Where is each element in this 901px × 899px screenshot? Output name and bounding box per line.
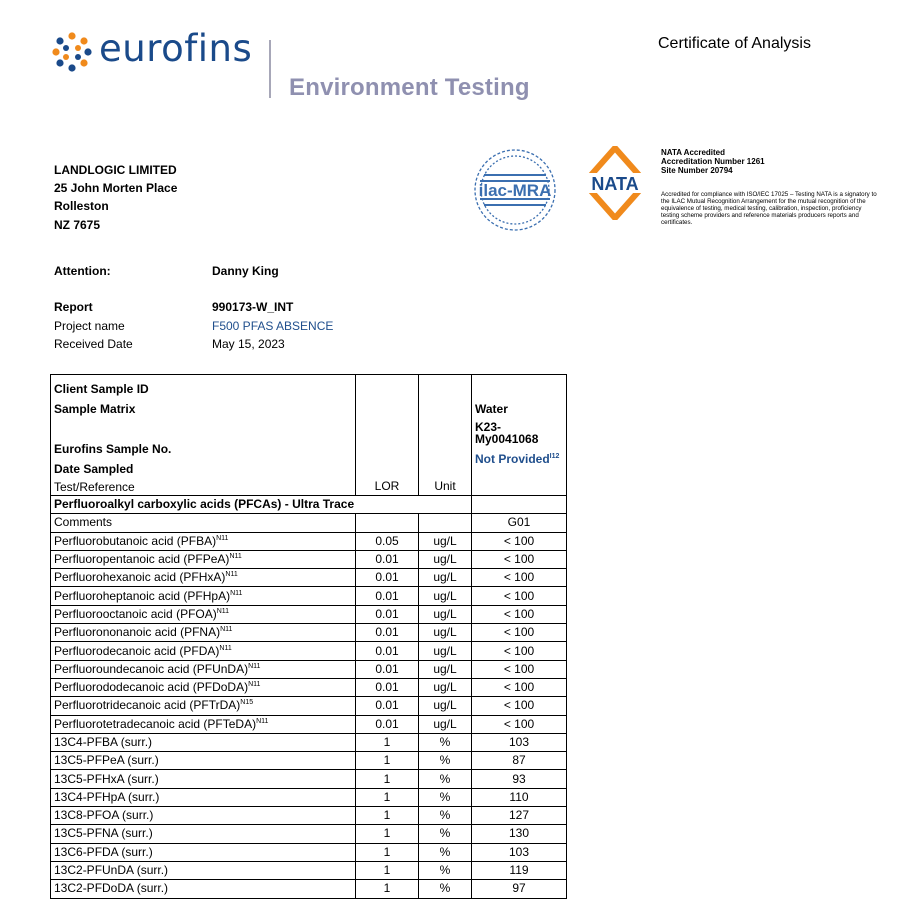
analyte-name-text: 13C6-PFDA (surr.) <box>54 844 153 859</box>
date-sampled-value <box>475 449 563 469</box>
unit-cell: % <box>419 880 472 898</box>
result-cell: < 100 <box>472 642 567 660</box>
site-number: Site Number 20794 <box>661 166 733 175</box>
client-postcode: NZ 7675 <box>54 218 101 232</box>
analyte-name-text: Perfluorotridecanoic acid (PFTrDA) <box>54 698 241 713</box>
unit-cell: ug/L <box>419 697 472 715</box>
lor-cell: 1 <box>356 861 419 879</box>
analyte-note: N11 <box>219 644 232 652</box>
table-row <box>51 843 567 861</box>
unit-cell <box>419 514 472 532</box>
results-table <box>50 374 567 899</box>
table-row <box>51 770 567 788</box>
section-title: Perfluoroalkyl carboxylic acids (PFCAs) - Ultra Trace <box>51 496 472 514</box>
analyte-note: N11 <box>256 717 269 725</box>
accreditation-number: Accreditation Number 1261 <box>661 157 765 166</box>
result-cell: < 100 <box>472 624 567 642</box>
analyte-note: N11 <box>230 589 243 597</box>
lor-cell: 1 <box>356 807 419 825</box>
analyte-name-text: Perfluorotetradecanoic acid (PFTeDA) <box>54 716 257 731</box>
unit-cell: ug/L <box>419 532 472 550</box>
sample-no-value-2: My0041068 <box>475 432 539 446</box>
lor-cell: 0.01 <box>356 605 419 623</box>
analyte-name <box>51 678 356 696</box>
eurofins-logo-mark <box>52 32 92 72</box>
analyte-name <box>51 752 356 770</box>
unit-cell: ug/L <box>419 715 472 733</box>
analyte-name-text: 13C8-PFOA (surr.) <box>54 808 154 823</box>
analyte-name-text: Perfluorononanoic acid (PFNA) <box>54 625 221 640</box>
date-sampled-value-text: Not Provided <box>475 452 550 466</box>
analyte-name <box>51 660 356 678</box>
analyte-name-text: Perfluoroundecanoic acid (PFUnDA) <box>54 661 249 676</box>
unit-cell: % <box>419 807 472 825</box>
table-row <box>51 569 567 587</box>
lor-cell: 1 <box>356 752 419 770</box>
lor-cell: 0.01 <box>356 678 419 696</box>
table-row <box>51 532 567 550</box>
nata-text: NATA <box>591 174 639 194</box>
project-label: Project name <box>54 319 125 333</box>
results-body <box>51 514 567 898</box>
analyte-name <box>51 880 356 898</box>
unit-cell: % <box>419 825 472 843</box>
ilac-mra-logo <box>470 144 560 236</box>
table-header-row <box>51 375 567 496</box>
lor-cell: 0.01 <box>356 624 419 642</box>
analyte-name <box>51 532 356 550</box>
result-cell: 127 <box>472 807 567 825</box>
client-address: 25 John Morten Place <box>54 181 178 195</box>
report-label: Report <box>54 300 93 314</box>
unit-cell: ug/L <box>419 587 472 605</box>
analyte-note: N11 <box>216 534 229 542</box>
analyte-note: N11 <box>220 626 233 634</box>
sample-matrix-value: Water <box>475 402 508 416</box>
result-cell: 103 <box>472 733 567 751</box>
analyte-name <box>51 569 356 587</box>
analyte-name <box>51 843 356 861</box>
test-reference-label: Test/Reference <box>54 480 135 494</box>
section-title-row <box>51 496 567 514</box>
table-row <box>51 642 567 660</box>
lor-cell: 0.05 <box>356 532 419 550</box>
analyte-name-text: Comments <box>54 515 113 530</box>
received-label: Received Date <box>54 337 133 351</box>
result-cell: < 100 <box>472 678 567 696</box>
table-row <box>51 715 567 733</box>
lor-cell: 0.01 <box>356 587 419 605</box>
attention-value: Danny King <box>212 264 279 278</box>
section-title-blank <box>472 496 567 514</box>
unit-cell: % <box>419 843 472 861</box>
result-cell: 110 <box>472 788 567 806</box>
analyte-name <box>51 587 356 605</box>
lor-cell: 1 <box>356 843 419 861</box>
analyte-name <box>51 788 356 806</box>
lor-cell: 1 <box>356 788 419 806</box>
table-row <box>51 880 567 898</box>
unit-cell: % <box>419 770 472 788</box>
lor-cell: 0.01 <box>356 569 419 587</box>
result-cell: < 100 <box>472 697 567 715</box>
lor-cell: 0.01 <box>356 660 419 678</box>
eurofins-sample-no-label: Eurofins Sample No. <box>54 442 172 456</box>
analyte-name-text: Perfluoropentanoic acid (PFPeA) <box>54 552 230 567</box>
analyte-name-text: Perfluorohexanoic acid (PFHxA) <box>54 570 226 585</box>
spacer <box>475 379 563 399</box>
analyte-name-text: 13C2-PFDoDA (surr.) <box>54 881 169 896</box>
unit-cell: % <box>419 788 472 806</box>
sample-header-cell <box>472 375 567 496</box>
table-row <box>51 807 567 825</box>
lor-cell: 0.01 <box>356 697 419 715</box>
analyte-name <box>51 770 356 788</box>
table-row <box>51 660 567 678</box>
table-row <box>51 788 567 806</box>
analyte-note: N11 <box>225 571 238 579</box>
analyte-name <box>51 733 356 751</box>
table-row <box>51 733 567 751</box>
lor-cell: 0.01 <box>356 642 419 660</box>
analyte-note: N11 <box>248 681 261 689</box>
unit-cell: ug/L <box>419 605 472 623</box>
client-sample-id-label: Client Sample ID <box>54 382 149 396</box>
analyte-name-text: 13C4-PFBA (surr.) <box>54 735 153 749</box>
client-city: Rolleston <box>54 199 109 213</box>
division-name: Environment Testing <box>289 74 530 101</box>
lor-cell: 0.01 <box>356 550 419 568</box>
ilac-text: ilac-MRA <box>478 181 552 200</box>
analyte-name <box>51 807 356 825</box>
analyte-name <box>51 514 356 532</box>
analyte-name <box>51 624 356 642</box>
project-value: F500 PFAS ABSENCE <box>212 319 334 333</box>
analyte-note: N11 <box>229 553 242 561</box>
unit-cell: ug/L <box>419 642 472 660</box>
result-cell: 130 <box>472 825 567 843</box>
analyte-name <box>51 550 356 568</box>
client-name: LANDLOGIC LIMITED <box>54 163 177 177</box>
table-row <box>51 861 567 879</box>
table-row <box>51 697 567 715</box>
unit-cell: ug/L <box>419 550 472 568</box>
nata-accreditation-info <box>661 148 765 175</box>
analyte-name <box>51 697 356 715</box>
analyte-name-text: 13C5-PFNA (surr.) <box>54 826 153 841</box>
accreditation-statement: Accredited for compliance with ISO/IEC 17025 – Testing NATA is a signatory to the ILAC Mutual Recognition Arrangement for the mutual recognition of the equivalence of testing, medical testing, calibration, inspection, proficiency testing scheme providers and reference materials producers reports and certificates. <box>661 191 877 226</box>
table-row <box>51 624 567 642</box>
table-row <box>51 825 567 843</box>
unit-header <box>419 375 472 496</box>
table-row <box>51 752 567 770</box>
result-cell: < 100 <box>472 715 567 733</box>
unit-cell: ug/L <box>419 678 472 696</box>
analyte-name-text: 13C5-PFHxA (surr.) <box>54 771 159 786</box>
lor-header <box>356 375 419 496</box>
lor-header-text: LOR <box>374 479 400 493</box>
received-value: May 15, 2023 <box>212 337 285 351</box>
unit-cell: % <box>419 752 472 770</box>
analyte-name <box>51 861 356 879</box>
analyte-name-text: 13C5-PFPeA (surr.) <box>54 753 159 768</box>
date-sampled-sup: I12 <box>549 453 560 460</box>
attention-label: Attention: <box>54 264 111 278</box>
lor-cell: 1 <box>356 825 419 843</box>
analyte-name <box>51 642 356 660</box>
header-labels-cell <box>51 375 356 496</box>
unit-cell: % <box>419 861 472 879</box>
spacer <box>54 419 352 439</box>
analyte-name-text: 13C2-PFUnDA (surr.) <box>54 863 169 878</box>
table-row <box>51 550 567 568</box>
result-cell: 87 <box>472 752 567 770</box>
result-cell: < 100 <box>472 532 567 550</box>
analyte-name-text: Perfluorooctanoic acid (PFOA) <box>54 606 217 621</box>
result-cell: 93 <box>472 770 567 788</box>
lor-cell: 1 <box>356 880 419 898</box>
table-row <box>51 605 567 623</box>
result-cell: 103 <box>472 843 567 861</box>
analyte-name-text: 13C4-PFHpA (surr.) <box>54 789 160 804</box>
nata-accredited-line: NATA Accredited <box>661 148 726 157</box>
lor-cell: 1 <box>356 770 419 788</box>
table-row <box>51 678 567 696</box>
lor-cell: 1 <box>356 733 419 751</box>
result-cell: 119 <box>472 861 567 879</box>
analyte-note: N11 <box>216 607 230 615</box>
unit-cell: ug/L <box>419 624 472 642</box>
sample-matrix-label: Sample Matrix <box>54 402 136 416</box>
analyte-name-text: Perfluorodecanoic acid (PFDA) <box>54 643 220 658</box>
logo-divider <box>269 40 271 98</box>
unit-cell: % <box>419 733 472 751</box>
lor-cell: 0.01 <box>356 715 419 733</box>
analyte-note: N15 <box>240 699 254 707</box>
sample-no-value-1: K23- <box>475 420 502 434</box>
unit-header-text: Unit <box>434 479 456 493</box>
result-cell: 97 <box>472 880 567 898</box>
result-cell: < 100 <box>472 587 567 605</box>
table-row <box>51 514 567 532</box>
report-value: 990173-W_INT <box>212 300 294 314</box>
nata-logo <box>582 146 648 220</box>
result-cell: < 100 <box>472 550 567 568</box>
result-cell: G01 <box>472 514 567 532</box>
unit-cell: ug/L <box>419 569 472 587</box>
analyte-name-text: Perfluoroheptanoic acid (PFHpA) <box>54 588 231 603</box>
result-cell: < 100 <box>472 569 567 587</box>
document-title: Certificate of Analysis <box>658 35 811 52</box>
lor-cell <box>356 514 419 532</box>
analyte-name <box>51 825 356 843</box>
analyte-name <box>51 605 356 623</box>
analyte-name <box>51 715 356 733</box>
analyte-name-text: Perfluorododecanoic acid (PFDoDA) <box>54 680 249 695</box>
result-cell: < 100 <box>472 660 567 678</box>
analyte-name-text: Perfluorobutanoic acid (PFBA) <box>54 533 217 548</box>
result-cell: < 100 <box>472 605 567 623</box>
unit-cell: ug/L <box>419 660 472 678</box>
brand-name: eurofins <box>99 27 253 70</box>
date-sampled-label: Date Sampled <box>54 462 134 476</box>
analyte-note: N11 <box>248 662 261 670</box>
table-row <box>51 587 567 605</box>
